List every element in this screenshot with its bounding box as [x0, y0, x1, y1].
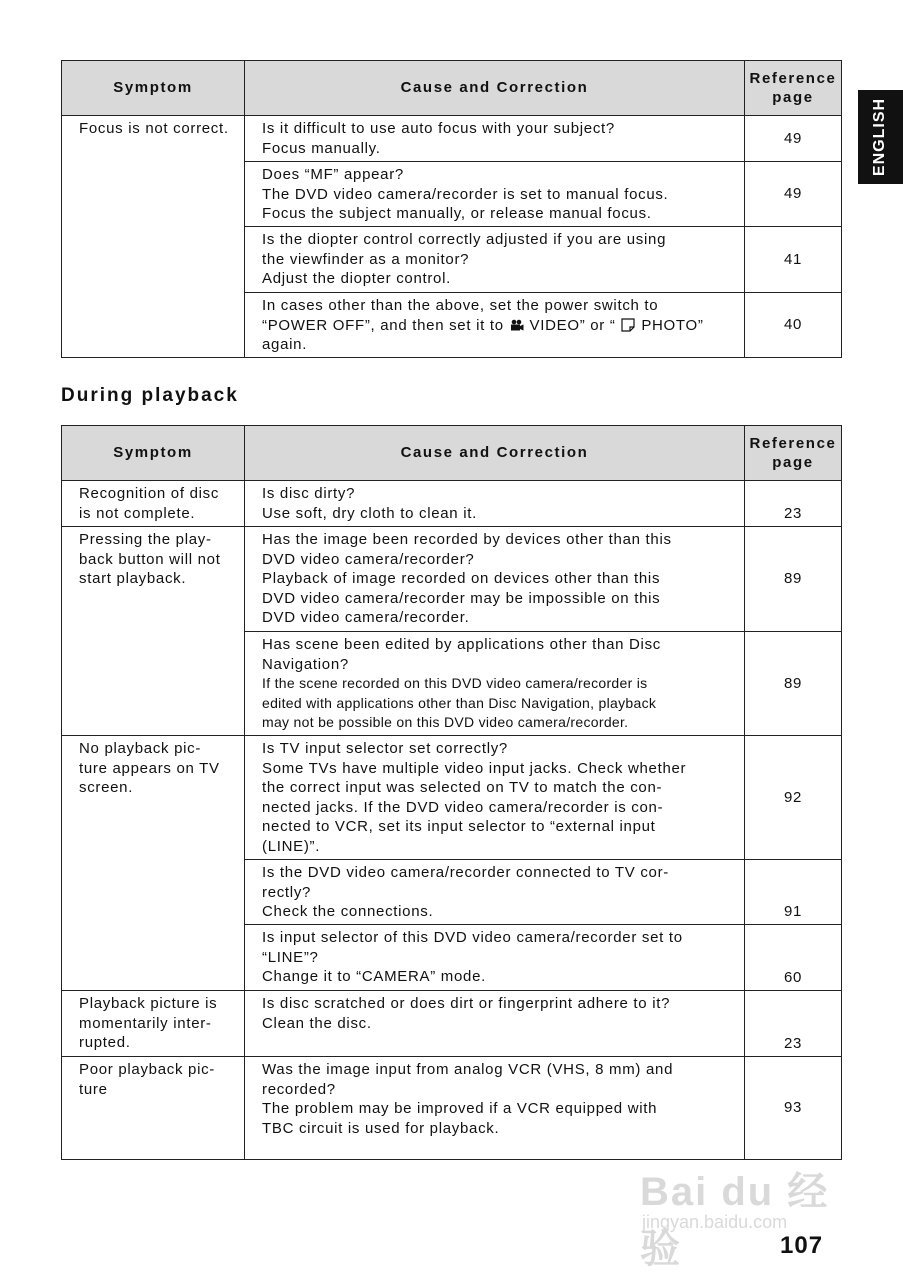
symptom-cell: Focus is not correct. [62, 116, 245, 358]
cause-cell: Is TV input selector set correctly? Some TVs have multiple video input jacks. Check whether the correct input was selected on TV to match the con- nected jacks. If the DVD video camera/recorder is con- nected to VCR, set its input selector to “external input (LINE)”. [245, 736, 745, 860]
reference-page: 93 [745, 1057, 842, 1160]
cause-cell: Is the diopter control correctly adjusted if you are using the viewfinder as a monitor? Adjust the diopter control. [245, 227, 745, 293]
watermark-url: jingyan.baidu.com [642, 1212, 788, 1232]
reference-page: 23 [745, 481, 842, 527]
header-cause: Cause and Correction [245, 426, 745, 481]
photo-icon [621, 318, 635, 332]
section-title: During playback [61, 385, 239, 406]
table-row [62, 991, 842, 1057]
table-header-row [62, 61, 842, 116]
table-row [62, 481, 842, 527]
cause-cell: Has scene been edited by applications other than Disc Navigation? If the scene recorded on this DVD video camera/recorder is edited with applications other than Disc Navigation, playback may not be possible on this DVD video camera/recorder. [245, 632, 745, 736]
symptom-cell: Recognition of disc is not complete. [62, 481, 245, 527]
header-symptom: Symptom [62, 61, 245, 116]
page-number: 107 [780, 1232, 824, 1259]
reference-page: 40 [745, 293, 842, 358]
table-row [62, 116, 842, 162]
header-reference: Reference page [745, 426, 842, 481]
cause-cell: In cases other than the above, set the power switch to “POWER OFF”, and then set it to VIDEO” or “ PHOTO” again. [245, 293, 745, 358]
reference-page: 91 [745, 860, 842, 925]
header-reference: Reference page [745, 61, 842, 116]
table-row [62, 736, 842, 860]
troubleshooting-table-focus [61, 60, 842, 358]
cause-cell: Is disc scratched or does dirt or fingerprint adhere to it? Clean the disc. [245, 991, 745, 1057]
symptom-cell: Pressing the play- back button will not start playback. [62, 527, 245, 736]
reference-page: 60 [745, 925, 842, 991]
cause-cell: Is disc dirty? Use soft, dry cloth to clean it. [245, 481, 745, 527]
reference-page: 92 [745, 736, 842, 860]
symptom-cell: Playback picture is momentarily inter- rupted. [62, 991, 245, 1057]
reference-page: 23 [745, 991, 842, 1057]
table-row [62, 527, 842, 632]
language-tab-label: ENGLISH [871, 97, 889, 177]
video-camera-icon [510, 319, 524, 332]
cause-cell: Is it difficult to use auto focus with your subject? Focus manually. [245, 116, 745, 162]
reference-page: 41 [745, 227, 842, 293]
reference-page: 49 [745, 116, 842, 162]
cause-cell: Does “MF” appear? The DVD video camera/recorder is set to manual focus. Focus the subject manually, or release manual focus. [245, 162, 745, 227]
reference-page: 89 [745, 527, 842, 632]
cause-cell: Is the DVD video camera/recorder connected to TV cor- rectly? Check the connections. [245, 860, 745, 925]
watermark-brand: Bai du 经验 [640, 1170, 830, 1271]
header-symptom: Symptom [62, 426, 245, 481]
symptom-cell: No playback pic- ture appears on TV screen. [62, 736, 245, 991]
language-tab [858, 90, 903, 184]
cause-cell: Is input selector of this DVD video camera/recorder set to “LINE”? Change it to “CAMERA” mode. [245, 925, 745, 991]
header-cause: Cause and Correction [245, 61, 745, 116]
symptom-cell: Poor playback pic- ture [62, 1057, 245, 1160]
reference-page: 49 [745, 162, 842, 227]
troubleshooting-table-playback [61, 425, 842, 1160]
cause-cell: Was the image input from analog VCR (VHS, 8 mm) and recorded? The problem may be improved if a VCR equipped with TBC circuit is used for playback. [245, 1057, 745, 1160]
table-row [62, 1057, 842, 1160]
cause-cell: Has the image been recorded by devices other than this DVD video camera/recorder? Playback of image recorded on devices other than this DVD video camera/recorder may be impossible on this DVD video camera/recorder. [245, 527, 745, 632]
table-header-row [62, 426, 842, 481]
reference-page: 89 [745, 632, 842, 736]
